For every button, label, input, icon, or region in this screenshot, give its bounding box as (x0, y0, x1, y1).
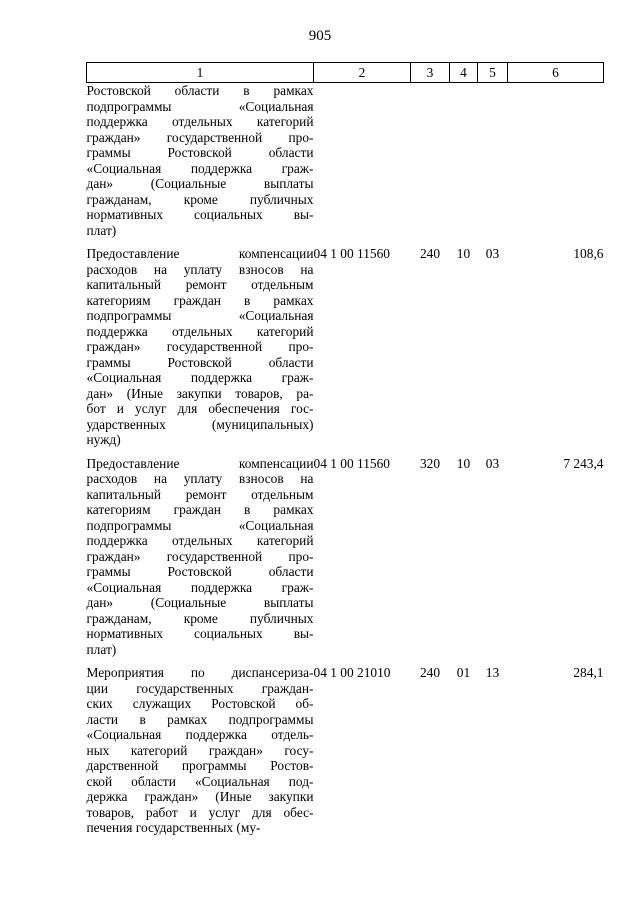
row-description (87, 238, 314, 448)
column-header-3: 3 (411, 63, 450, 83)
description-line: граммы Ростовской области (86, 145, 314, 160)
target-article-code: 04 1 00 11560 (313, 246, 390, 261)
table-row (87, 83, 604, 239)
description-line: «Социальная поддержка отдель- (86, 727, 314, 742)
description-line: граммы Ростовской области (86, 354, 314, 370)
description-line: подпрограммы «Социальная (86, 98, 314, 114)
description-line: «Социальная поддержка граж- (86, 579, 314, 595)
row-description (87, 657, 314, 836)
description-line: Мероприятия по диспансериза- (86, 665, 314, 680)
description-line: ции государственных граждан- (86, 680, 314, 696)
table-row (87, 238, 604, 448)
description-line: плат) (86, 641, 117, 657)
description-line: дан» (Социальные выплаты (86, 176, 314, 191)
amount: 284,1 (573, 665, 604, 680)
amount: 7 243,4 (563, 455, 604, 471)
section-code: 01 (456, 665, 471, 680)
budget-table (86, 62, 604, 836)
header-row (87, 63, 604, 83)
description-line: Ростовской области в рамках (86, 83, 314, 98)
column-header-4: 4 (450, 63, 478, 83)
description-line: Предоставление компенсации (86, 246, 314, 261)
description-line: граждан» государственной про- (86, 129, 314, 145)
expense-type-code: 240 (419, 665, 441, 680)
target-article-code: 04 1 00 21010 (313, 665, 391, 680)
description-line: подпрограммы «Социальная (86, 308, 314, 323)
description-line: «Социальная поддержка граж- (86, 370, 314, 385)
section-code: 10 (456, 455, 471, 471)
expense-type-code (411, 83, 450, 239)
description-line: граждан» государственной про- (86, 339, 314, 354)
subsection-code: 03 (485, 455, 500, 471)
description-line: поддержка отдельных категорий (86, 114, 314, 129)
row-description (87, 448, 314, 658)
description-line: подпрограммы «Социальная (86, 517, 314, 533)
description-line: капитальный ремонт отдельным (86, 277, 314, 292)
page-number: 905 (308, 28, 332, 44)
description-line: гражданам, кроме публичных (86, 610, 314, 626)
table-body (87, 83, 604, 836)
description-line: категориям граждан в рамках (86, 502, 314, 517)
section-code (450, 83, 478, 239)
description-line: плат) (86, 222, 117, 238)
description-line: ских служащих Ростовской об- (86, 696, 314, 711)
column-header-6: 6 (508, 63, 604, 83)
amount: 108,6 (573, 246, 604, 261)
description-line: ных категорий граждан» госу- (86, 742, 314, 758)
expense-type-code: 240 (419, 246, 441, 261)
table-row (87, 657, 604, 836)
description-line: ской области «Социальная под- (86, 773, 314, 789)
amount (508, 83, 604, 239)
section-code: 10 (456, 246, 471, 261)
description-line: поддержка отдельных категорий (86, 533, 314, 548)
description-line: дан» (Социальные выплаты (86, 595, 314, 610)
description-line: капитальный ремонт отдельным (86, 486, 314, 502)
row-description (87, 83, 314, 239)
target-article-code: 04 1 00 11560 (313, 455, 390, 471)
description-line: гражданам, кроме публичных (86, 191, 314, 207)
description-line: дарственной программы Ростов- (86, 758, 314, 773)
description-line: бот и услуг для обеспечения гос- (86, 401, 314, 416)
subsection-code: 03 (485, 246, 500, 261)
description-line: дан» (Иные закупки товаров, ра- (86, 385, 314, 401)
subsection-code: 13 (485, 665, 500, 680)
description-line: поддержка отдельных категорий (86, 323, 314, 339)
description-line: нормативных социальных вы- (86, 207, 314, 222)
subsection-code (478, 83, 508, 239)
description-line: Предоставление компенсации (86, 455, 314, 471)
description-line: печения государственных (му- (86, 820, 261, 835)
table-row (87, 448, 604, 658)
description-line: расходов на уплату взносов на (86, 261, 314, 277)
description-line: нормативных социальных вы- (86, 626, 314, 641)
description-line: категориям граждан в рамках (86, 292, 314, 308)
target-article-code (314, 83, 411, 239)
description-line: ласти в рамках подпрограммы (86, 711, 314, 727)
description-line: граждан» государственной про- (86, 548, 314, 564)
column-header-1: 1 (87, 63, 314, 83)
description-line: расходов на уплату взносов на (86, 471, 314, 486)
column-header-2: 2 (314, 63, 411, 83)
description-line: ударственных (муниципальных) (86, 416, 314, 432)
description-line: товаров, работ и услуг для обес- (86, 804, 314, 820)
expense-type-code: 320 (419, 455, 441, 471)
description-line: нужд) (86, 432, 121, 447)
description-line: граммы Ростовской области (86, 564, 314, 579)
description-line: держка граждан» (Иные закупки (86, 789, 314, 804)
column-header-5: 5 (478, 63, 508, 83)
description-line: «Социальная поддержка граж- (86, 160, 314, 176)
